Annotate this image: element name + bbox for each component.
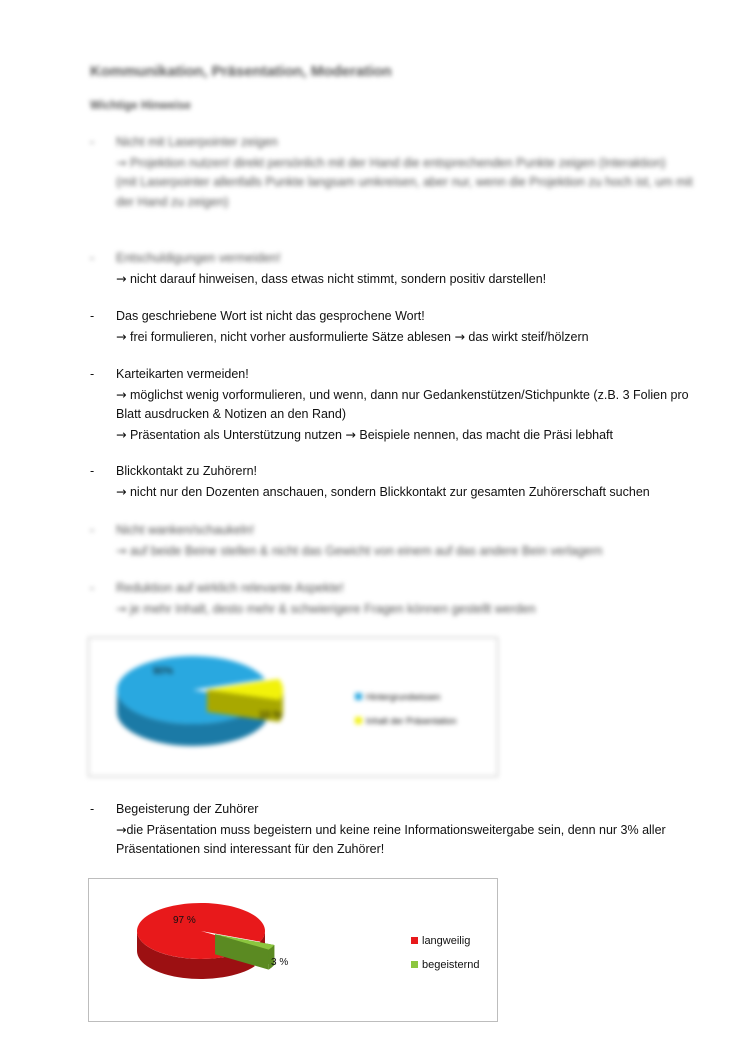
arrow-icon: →	[116, 821, 127, 837]
legend-label: Inhalt der Präsentation	[366, 716, 457, 726]
list-item	[90, 800, 710, 860]
chart-1	[88, 637, 498, 777]
item-heading: Begeisterung der Zuhörer	[116, 802, 259, 816]
arrow-icon: →	[116, 270, 127, 286]
item-line: → auf beide Beine stellen & nicht das Gewicht von einem auf das andere Bein verlagern	[116, 542, 603, 558]
arrow-icon: →	[454, 328, 465, 344]
bullet: -	[90, 464, 95, 478]
arrow-icon: →	[116, 542, 127, 558]
item-line: → je mehr Inhalt, desto mehr & schwierigere Fragen können gestellt werden	[116, 600, 536, 616]
item-line: → nicht nur den Dozenten anschauen, sondern Blickkontakt zur gesamten Zuhörerschaft suchen	[116, 483, 650, 499]
arrow-icon: →	[116, 386, 127, 402]
bullet: -	[90, 309, 95, 323]
legend-item	[411, 959, 480, 971]
legend-item	[355, 716, 457, 726]
legend-swatch	[355, 717, 362, 724]
bullet: -	[90, 802, 95, 816]
bullet: -	[90, 367, 95, 381]
list-item	[90, 249, 710, 289]
item-line: →die Präsentation muss begeistern und keine reine Informationsweitergabe sein, denn nur 3% aller Präsentationen sind interessant für den Zuhörer!	[116, 821, 666, 856]
item-heading: Karteikarten vermeiden!	[116, 367, 249, 381]
chart-1-svg	[89, 638, 497, 776]
item-heading: Nicht wanken/schaukeln!	[116, 523, 255, 537]
arrow-icon: →	[345, 426, 356, 442]
legend-swatch	[355, 693, 362, 700]
legend-label: begeisternd	[422, 959, 480, 971]
item-line: → Projektion nutzen! direkt persönlich mit der Hand die entsprechenden Punkte zeigen (Interaktion)	[116, 154, 666, 170]
list-item	[90, 133, 710, 212]
item-line: → Präsentation als Unterstützung nutzen → Beispiele nennen, das macht die Präsi lebhaft	[116, 426, 613, 442]
item-heading: Entschuldigungen vermeiden!	[116, 251, 281, 265]
item-line: (mit Laserpointer allenfalls Punkte langsam umkreisen, aber nur, wenn die Projektion zu hoch ist, um mit der Hand zu zeigen)	[116, 175, 693, 209]
list-item	[90, 521, 710, 561]
item-heading: Blickkontakt zu Zuhörern!	[116, 464, 258, 478]
arrow-icon: →	[116, 600, 127, 616]
item-heading: Nicht mit Laserpointer zeigen	[116, 135, 278, 149]
legend-label: Hintergrundwissen	[366, 692, 441, 702]
list-item	[90, 307, 710, 347]
pie-data-label: 90%	[153, 666, 174, 677]
pie-data-label: 97 %	[173, 915, 196, 926]
list-item	[90, 365, 710, 445]
item-heading: Reduktion auf wirklich relevante Aspekte!	[116, 581, 344, 595]
item-line: → frei formulieren, nicht vorher ausformulierte Sätze ablesen → das wirkt steif/hölzern	[116, 328, 589, 344]
list-item	[90, 579, 710, 619]
bullet: -	[90, 523, 95, 537]
legend-item	[355, 692, 441, 702]
legend-swatch	[411, 961, 418, 968]
bullet: -	[90, 581, 95, 595]
pie-data-label: 10 %	[259, 710, 282, 721]
bullet: -	[90, 251, 95, 265]
pie-data-label: 3 %	[271, 957, 289, 968]
document-title: Kommunikation, Präsentation, Moderation	[90, 63, 392, 80]
bullet: -	[90, 135, 95, 149]
item-line: → möglichst wenig vorformulieren, und wenn, dann nur Gedankenstützen/Stichpunkte (z.B. 3 Folien pro Blatt ausdrucken & Notizen an den Rand)	[116, 386, 689, 421]
legend-item	[411, 935, 470, 947]
chart-2	[88, 878, 498, 1022]
list-item	[90, 462, 710, 502]
arrow-icon: →	[116, 328, 127, 344]
document-subtitle: Wichtige Hinweise	[90, 100, 191, 112]
arrow-icon: →	[116, 154, 127, 170]
item-heading: Das geschriebene Wort ist nicht das gesprochene Wort!	[116, 309, 425, 323]
arrow-icon: →	[116, 483, 127, 499]
legend-swatch	[411, 937, 418, 944]
chart-2-svg	[89, 879, 497, 1021]
arrow-icon: →	[116, 426, 127, 442]
item-line: → nicht darauf hinweisen, dass etwas nicht stimmt, sondern positiv darstellen!	[116, 270, 547, 286]
legend-label: langweilig	[422, 935, 471, 947]
